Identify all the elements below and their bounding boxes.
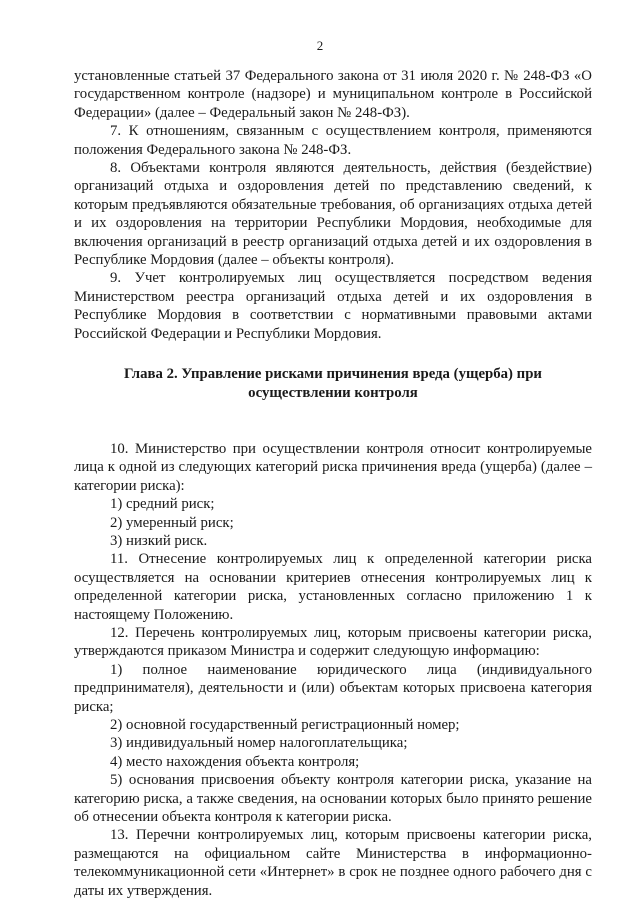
paragraph-11: 11. Отнесение контролируемых лиц к определенной категории риска осуществляется на основании критериев отнесения контролируемых лиц к определенной категории риска, установленных согласно приложению 1 к настоящему Положению. <box>74 551 592 623</box>
list-item-inn: 3) индивидуальный номер налогоплательщика; <box>110 735 408 752</box>
paragraph-9: 9. Учет контролируемых лиц осуществляется посредством ведения Министерством реестра организаций отдыха детей и их оздоровления в Республике Мордовия в соответствии с нормативными правовыми актами Российской Федерации и Республики Мордовия. <box>74 270 592 342</box>
list-item-risk-moderate: 2) умеренный риск; <box>110 514 234 531</box>
document-body <box>74 67 592 900</box>
paragraph-7: 7. К отношениям, связанным с осуществлением контроля, применяются положения Федерального закона № 248-ФЗ. <box>74 123 592 158</box>
page-number: 2 <box>316 38 324 53</box>
list-item-ogrn: 2) основной государственный регистрационный номер; <box>110 717 460 733</box>
paragraph-12: 12. Перечень контролируемых лиц, которым присвоены категории риска, утверждаются приказом Министра и содержит следующую информацию: <box>74 624 592 660</box>
list-item-risk-low: 3) низкий риск. <box>110 532 208 549</box>
chapter-heading <box>74 365 592 402</box>
list-item-full-name: 1) полное наименование юридического лица (индивидуального предпринимателя), деятельности и (или) объектам которых присвоена категория риска; <box>74 661 592 715</box>
chapter-heading-line-1: Глава 2. Управление рисками причинения вреда (ущерба) при <box>124 366 542 383</box>
paragraph-13: 13. Перечни контролируемых лиц, которым присвоены категории риска, размещаются на официальном сайте Министерства в информационно-телекоммуникационной сети «Интернет» в срок не позднее одного рабочего дня с даты их утверждения. <box>74 827 592 899</box>
paragraph-continuation: установленные статьей 37 Федерального закона от 31 июля 2020 г. № 248-ФЗ «О государственном контроле (надзоре) и муниципальном контроле в Российской Федерации» (далее – Федеральный закон № 248-ФЗ). <box>74 68 592 121</box>
chapter-heading-line-2: осуществлении контроля <box>248 384 418 401</box>
list-item-grounds: 5) основания присвоения объекту контроля категории риска, указание на категорию риска, а также сведения, на основании которых было принято решение об отнесении объекта контроля к категории риска. <box>74 772 592 826</box>
list-item-location: 4) место нахождения объекта контроля; <box>110 753 360 770</box>
list-item-risk-medium: 1) средний риск; <box>110 496 215 513</box>
paragraph-10: 10. Министерство при осуществлении контроля относит контролируемые лица к одной из следующих категорий риска причинения вреда (ущерба) (далее – категории риска): <box>74 440 592 494</box>
paragraph-8: 8. Объектами контроля являются деятельность, действия (бездействие) организаций отдыха и оздоровления детей по представлению сведений, к которым предъявляются обязательные требования, об организациях отдыха детей и их оздоровления на территории Республики Мордовия, необходимые для включения организаций в реестр организаций отдыха детей и их оздоровления в Республике Мордовия (далее – объекты контроля). <box>74 160 592 269</box>
